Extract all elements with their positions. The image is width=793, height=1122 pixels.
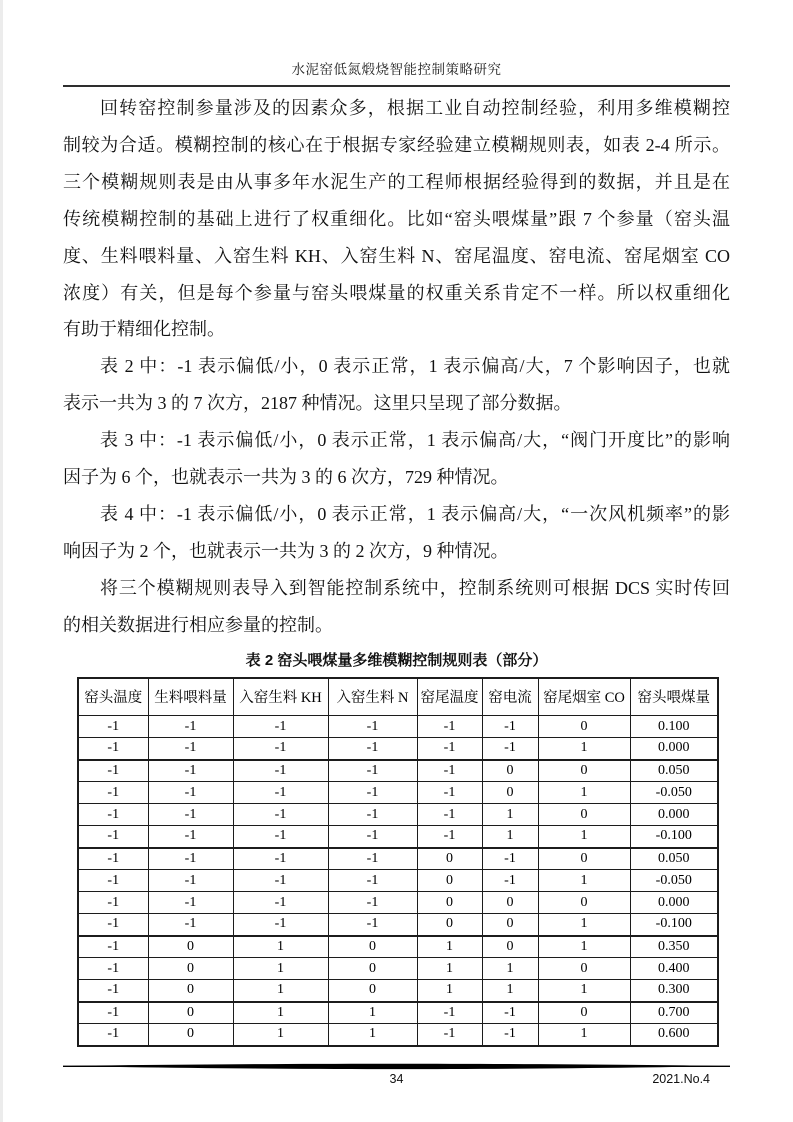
table-cell: -1 — [417, 738, 482, 760]
text-line: 表 2 中：-1 表示偏低/小，0 表示正常，1 表示偏高/大，7 个影响因子，也就 — [100, 356, 730, 377]
table-row — [78, 782, 718, 804]
table-cell: -0.100 — [630, 826, 718, 848]
table-cell: 0 — [538, 892, 630, 914]
table-cell: 1 — [538, 782, 630, 804]
table-cell: 0 — [328, 980, 417, 1002]
table-cell: 0 — [538, 848, 630, 870]
column-header: 入窑生料 N — [328, 678, 417, 716]
table-cell: -1 — [233, 870, 328, 892]
table-cell: -1 — [328, 892, 417, 914]
text-line: 表 4 中：-1 表示偏低/小，0 表示正常，1 表示偏高/大，“一次风机频率”的影 — [100, 503, 730, 524]
footer-meta — [63, 1072, 730, 1090]
table-cell: 1 — [538, 980, 630, 1002]
table-cell: -1 — [148, 892, 233, 914]
table-cell: -1 — [148, 760, 233, 782]
table-cell: 0 — [148, 1024, 233, 1046]
table-cell: -1 — [148, 782, 233, 804]
table-cell: 0 — [417, 914, 482, 936]
table-cell: -1 — [78, 936, 148, 958]
table-cell: -1 — [482, 870, 538, 892]
page-footer — [63, 1063, 730, 1090]
table-row — [78, 848, 718, 870]
table-cell: -1 — [233, 760, 328, 782]
table-cell: -1 — [233, 804, 328, 826]
text-line: 回转窑控制参量涉及的因素众多，根据工业自动控制经验，利用多维模糊控 — [100, 98, 730, 118]
column-header: 生料喂料量 — [148, 678, 233, 716]
table-cell: 0 — [148, 936, 233, 958]
text-line: 响因子为 2 个，也就表示一共为 3 的 2 次方，9 种情况。 — [63, 540, 509, 561]
table-cell: 1 — [482, 804, 538, 826]
text-line: 因子为 6 个，也就表示一共为 3 的 6 次方，729 种情况。 — [63, 467, 509, 488]
body-text — [63, 90, 730, 644]
table-cell: 0 — [482, 760, 538, 782]
table-row — [78, 826, 718, 848]
table-cell: 0.000 — [630, 738, 718, 760]
table-cell: -0.050 — [630, 782, 718, 804]
table-cell: 0 — [148, 958, 233, 980]
table-cell: -1 — [328, 870, 417, 892]
table-cell: 0.700 — [630, 1002, 718, 1024]
table-cell: -1 — [417, 1024, 482, 1046]
text-line: 制较为合适。模糊控制的核心在于根据专家经验建立模糊规则表，如表 2-4 所示。 — [63, 134, 730, 155]
footer-rule-bar — [63, 1063, 730, 1070]
table-row — [78, 738, 718, 760]
table-cell: 0.000 — [630, 804, 718, 826]
table-cell: -0.100 — [630, 914, 718, 936]
table-cell: -1 — [482, 716, 538, 738]
text-line: 传统模糊控制的基础上进行了权重细化。比如“窑头喂煤量”跟 7 个参量（窑头温 — [63, 208, 730, 229]
table-cell: -1 — [78, 848, 148, 870]
table-cell: -1 — [233, 892, 328, 914]
column-header: 窑尾烟室 CO — [538, 678, 630, 716]
table-cell: -1 — [328, 804, 417, 826]
table-cell: -1 — [233, 716, 328, 738]
table-cell: 0.100 — [630, 716, 718, 738]
table-cell: 1 — [538, 936, 630, 958]
text-line: 将三个模糊规则表导入到智能控制系统中，控制系统则可根据 DCS 实时传回 — [100, 577, 730, 598]
table-cell: -1 — [78, 716, 148, 738]
table-cell: 1 — [328, 1002, 417, 1024]
table-cell: 1 — [538, 738, 630, 760]
table-cell: 0 — [482, 782, 538, 804]
table-cell: 0.600 — [630, 1024, 718, 1046]
table-cell: 1 — [538, 914, 630, 936]
table-cell: 1 — [482, 826, 538, 848]
table-cell: -1 — [148, 914, 233, 936]
table-cell: 0 — [148, 980, 233, 1002]
table-caption: 表 2 窑头喂煤量多维模糊控制规则表（部分） — [245, 651, 548, 669]
table-cell: 1 — [233, 980, 328, 1002]
table-cell: 0 — [148, 1002, 233, 1024]
table-cell: 0 — [417, 870, 482, 892]
table-cell: -1 — [233, 914, 328, 936]
table-row — [78, 980, 718, 1002]
table-cell: 0.000 — [630, 892, 718, 914]
table-cell: -1 — [148, 826, 233, 848]
table-cell: -1 — [482, 738, 538, 760]
table-row — [78, 760, 718, 782]
paragraph — [63, 496, 730, 570]
table-cell: 0 — [417, 892, 482, 914]
table-cell: 0 — [538, 716, 630, 738]
table-cell: -1 — [482, 1002, 538, 1024]
page-number: 34 — [389, 1071, 404, 1086]
table-row — [78, 936, 718, 958]
table-cell: -1 — [328, 914, 417, 936]
table-cell: 1 — [417, 936, 482, 958]
table-cell: -1 — [78, 958, 148, 980]
table-cell: -1 — [328, 848, 417, 870]
column-header: 入窑生料 KH — [233, 678, 328, 716]
table-cell: -1 — [328, 782, 417, 804]
text-line: 三个模糊规则表是由从事多年水泥生产的工程师根据经验得到的数据，并且是在 — [63, 171, 730, 192]
table-cell: -1 — [148, 716, 233, 738]
table-cell: 0.050 — [630, 848, 718, 870]
table-cell: 1 — [417, 980, 482, 1002]
text-line: 浓度）有关，但是每个参量与窑头喂煤量的权重关系肯定不一样。所以权重细化 — [63, 282, 730, 303]
table-header-row — [78, 678, 718, 716]
table-row — [78, 1024, 718, 1046]
table-cell: -1 — [417, 804, 482, 826]
table-cell: -1 — [78, 914, 148, 936]
table-cell: -1 — [148, 870, 233, 892]
table-cell: 1 — [482, 980, 538, 1002]
table-cell: -1 — [78, 980, 148, 1002]
table-cell: 0.350 — [630, 936, 718, 958]
running-head-title: 水泥窑低氮煅烧智能控制策略研究 — [291, 62, 502, 77]
table-cell: 0 — [482, 914, 538, 936]
table-cell: -1 — [148, 804, 233, 826]
table-row — [78, 1002, 718, 1024]
table-row — [78, 958, 718, 980]
table-cell: 0 — [328, 958, 417, 980]
table-row — [78, 870, 718, 892]
table-cell: -1 — [328, 716, 417, 738]
paragraph — [63, 570, 730, 644]
table-cell: -1 — [417, 1002, 482, 1024]
table-cell: 0 — [538, 760, 630, 782]
table-cell: 1 — [482, 958, 538, 980]
table-cell: 0.300 — [630, 980, 718, 1002]
column-header: 窑头温度 — [78, 678, 148, 716]
table-cell: -1 — [482, 1024, 538, 1046]
paragraph — [63, 348, 730, 422]
issue-label: 2021.No.4 — [652, 1071, 710, 1086]
table-cell: 0 — [482, 892, 538, 914]
table-cell: 1 — [538, 826, 630, 848]
table-cell: -1 — [417, 782, 482, 804]
table-cell: -1 — [417, 760, 482, 782]
table-row — [78, 716, 718, 738]
table-cell: -1 — [328, 738, 417, 760]
table-cell: -1 — [78, 804, 148, 826]
table-cell: -1 — [78, 738, 148, 760]
table-cell: 1 — [233, 1024, 328, 1046]
table-cell: 1 — [233, 1002, 328, 1024]
table-cell: 0 — [538, 1002, 630, 1024]
table-cell: 0.400 — [630, 958, 718, 980]
table-cell: -1 — [78, 892, 148, 914]
table-row — [78, 914, 718, 936]
table-cell: -1 — [78, 760, 148, 782]
table-cell: 1 — [538, 870, 630, 892]
table-cell: -1 — [417, 716, 482, 738]
fuzzy-rule-table — [77, 677, 719, 1047]
column-header: 窑尾温度 — [417, 678, 482, 716]
paragraph — [63, 422, 730, 496]
table-cell: 0 — [482, 936, 538, 958]
text-line: 的相关数据进行相应参量的控制。 — [63, 614, 333, 635]
table-cell: -1 — [233, 782, 328, 804]
text-line: 表示一共为 3 的 7 次方，2187 种情况。这里只呈现了部分数据。 — [63, 393, 572, 414]
table-cell: -1 — [78, 870, 148, 892]
column-header: 窑电流 — [482, 678, 538, 716]
column-header: 窑头喂煤量 — [630, 678, 718, 716]
table-cell: -1 — [148, 738, 233, 760]
table-cell: 0 — [538, 958, 630, 980]
table-cell: 0.050 — [630, 760, 718, 782]
table-cell: 1 — [417, 958, 482, 980]
table-cell: -1 — [328, 760, 417, 782]
table-cell: -1 — [78, 826, 148, 848]
text-line: 度、生料喂料量、入窑生料 KH、入窑生料 N、窑尾温度、窑电流、窑尾烟室 CO — [63, 245, 730, 266]
table-cell: 1 — [233, 958, 328, 980]
table-cell: 1 — [328, 1024, 417, 1046]
header-divider — [63, 85, 730, 87]
table-cell: 0 — [328, 936, 417, 958]
table-cell: -1 — [233, 738, 328, 760]
table-cell: -1 — [417, 826, 482, 848]
table-cell: -1 — [328, 826, 417, 848]
table-cell: -1 — [233, 848, 328, 870]
table-cell: -1 — [78, 782, 148, 804]
table-cell: -0.050 — [630, 870, 718, 892]
table-cell: -1 — [482, 848, 538, 870]
paragraph — [63, 90, 730, 348]
table-row — [78, 804, 718, 826]
table-cell: 0 — [538, 804, 630, 826]
table-row — [78, 892, 718, 914]
table-cell: 1 — [538, 1024, 630, 1046]
table-cell: -1 — [78, 1002, 148, 1024]
table-cell: -1 — [78, 1024, 148, 1046]
table-cell: -1 — [148, 848, 233, 870]
text-line: 有助于精细化控制。 — [63, 319, 225, 340]
table-cell: -1 — [233, 826, 328, 848]
table-cell: 0 — [417, 848, 482, 870]
table-cell: 1 — [233, 936, 328, 958]
text-line: 表 3 中：-1 表示偏低/小，0 表示正常，1 表示偏高/大，“阀门开度比”的影响 — [100, 430, 730, 451]
